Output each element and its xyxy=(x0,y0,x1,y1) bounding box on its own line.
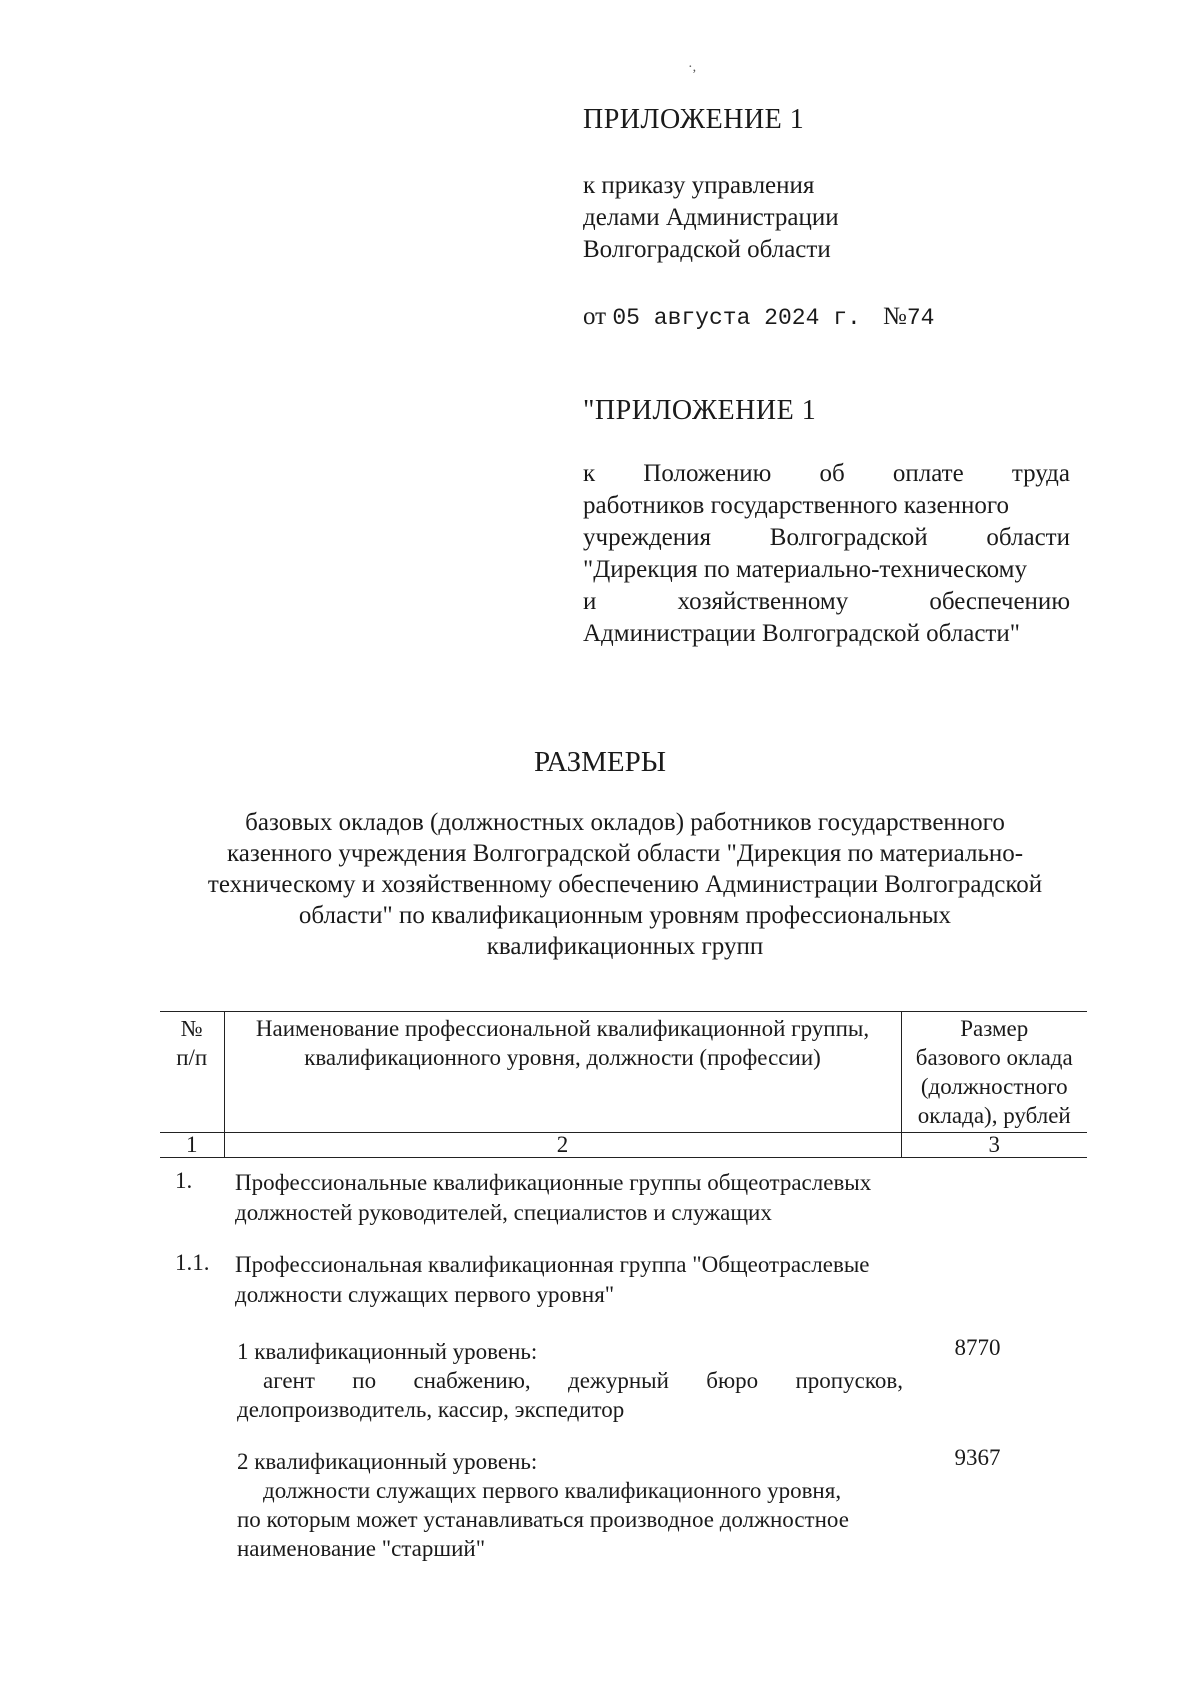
section-number: 1.1. xyxy=(175,1250,210,1275)
word: бюро xyxy=(706,1368,759,1393)
section-number: 1. xyxy=(175,1168,193,1193)
header-line: п/п xyxy=(176,1045,208,1070)
header-line: оклада), рублей xyxy=(917,1103,1071,1128)
salary-value: 8770 xyxy=(954,1335,1001,1360)
col-salary-index: 3 xyxy=(901,1133,1087,1158)
qualification-level xyxy=(237,1447,903,1563)
subtitle-line: базовых окладов (должностных окладов) работников государственного xyxy=(245,809,1005,836)
col-number-index: 1 xyxy=(160,1133,224,1158)
word: к xyxy=(583,460,596,487)
section-title xyxy=(235,1168,903,1228)
qualification-level xyxy=(237,1337,903,1424)
salary-value: 9367 xyxy=(954,1445,1001,1470)
word: пропусков, xyxy=(795,1368,903,1393)
order-line: делами Администрации xyxy=(583,204,839,231)
order-date: 05 августа 2024 г. xyxy=(612,305,861,331)
salary-table-header xyxy=(160,1011,1087,1158)
word: об xyxy=(819,460,845,487)
page-mark: ·, xyxy=(688,60,697,75)
word: труда xyxy=(1011,460,1070,487)
order-number: 74 xyxy=(906,305,935,331)
section-line: Профессиональная квалификационная группа "Общеотраслевые xyxy=(235,1252,870,1277)
section-line: должностей руководителей, специалистов и служащих xyxy=(235,1200,772,1225)
word: Волгоградской xyxy=(769,524,928,551)
col-name-index: 2 xyxy=(224,1133,901,1158)
header-line: квалификационного уровня, должности (профессии) xyxy=(304,1045,821,1070)
level-description-line: по которым может устанавливаться производное должностное xyxy=(237,1507,849,1532)
appendix-title: ПРИЛОЖЕНИЕ 1 xyxy=(583,104,805,135)
level-title: 2 квалификационный уровень: xyxy=(237,1449,538,1474)
text-line: работников государственного казенного xyxy=(583,492,1010,519)
word: обеспечению xyxy=(929,588,1070,615)
level-title: 1 квалификационный уровень: xyxy=(237,1339,538,1364)
word: и xyxy=(583,588,597,615)
word: дежурный xyxy=(568,1368,669,1393)
header-line: Наименование профессиональной квалификационной группы, xyxy=(255,1016,870,1041)
header-line: базового оклада xyxy=(915,1045,1073,1070)
section-line: должности служащих первого уровня" xyxy=(235,1282,615,1307)
quoted-appendix-title: "ПРИЛОЖЕНИЕ 1 xyxy=(583,395,817,426)
level-description-line: должности служащих первого квалификационного уровня, xyxy=(263,1478,842,1503)
number-sign: № xyxy=(883,303,907,330)
header-line: (должностного xyxy=(920,1074,1068,1099)
word: агент xyxy=(263,1368,315,1393)
word: оплате xyxy=(892,460,964,487)
text-line: Администрации Волгоградской области" xyxy=(583,620,1020,647)
table-header-row xyxy=(160,1012,1087,1133)
order-line: к приказу управления xyxy=(583,172,815,199)
justified-line xyxy=(583,586,1070,618)
subtitle-line: казенного учреждения Волгоградской области "Дирекция по материально- xyxy=(226,840,1024,867)
level-description-line: делопроизводитель, кассир, экспедитор xyxy=(237,1397,625,1422)
date-prefix: от xyxy=(583,303,607,330)
col-name-header xyxy=(224,1012,901,1133)
word: хозяйственному xyxy=(677,588,849,615)
order-reference xyxy=(583,170,839,266)
justified-line xyxy=(583,522,1070,554)
section-title xyxy=(235,1250,903,1310)
word: учреждения xyxy=(583,524,712,551)
level-description-line xyxy=(237,1366,903,1395)
justified-line xyxy=(583,458,1070,490)
quoted-appendix-body xyxy=(583,458,1070,650)
section-line: Профессиональные квалификационные группы общеотраслевых xyxy=(235,1170,872,1195)
order-date-line xyxy=(583,303,935,331)
main-title: РАЗМЕРЫ xyxy=(533,746,667,778)
order-line: Волгоградской области xyxy=(583,236,831,263)
subtitle-line: квалификационных групп xyxy=(486,933,764,960)
col-number-header xyxy=(160,1012,224,1133)
header-line: № xyxy=(180,1016,203,1041)
table-column-numbers xyxy=(160,1133,1087,1158)
word: снабжению, xyxy=(413,1368,531,1393)
level-description-line: наименование "старший" xyxy=(237,1536,486,1561)
word: по xyxy=(352,1368,377,1393)
header-line: Размер xyxy=(960,1016,1029,1041)
subtitle-line: области" по квалификационным уровням профессиональных xyxy=(298,902,952,929)
text-line: "Дирекция по материально-техническому xyxy=(583,556,1027,583)
word: области xyxy=(986,524,1070,551)
word: Положению xyxy=(643,460,772,487)
col-salary-header xyxy=(901,1012,1087,1133)
subtitle xyxy=(160,807,1090,962)
subtitle-line: техническому и хозяйственному обеспечению Администрации Волгоградской xyxy=(207,871,1043,898)
